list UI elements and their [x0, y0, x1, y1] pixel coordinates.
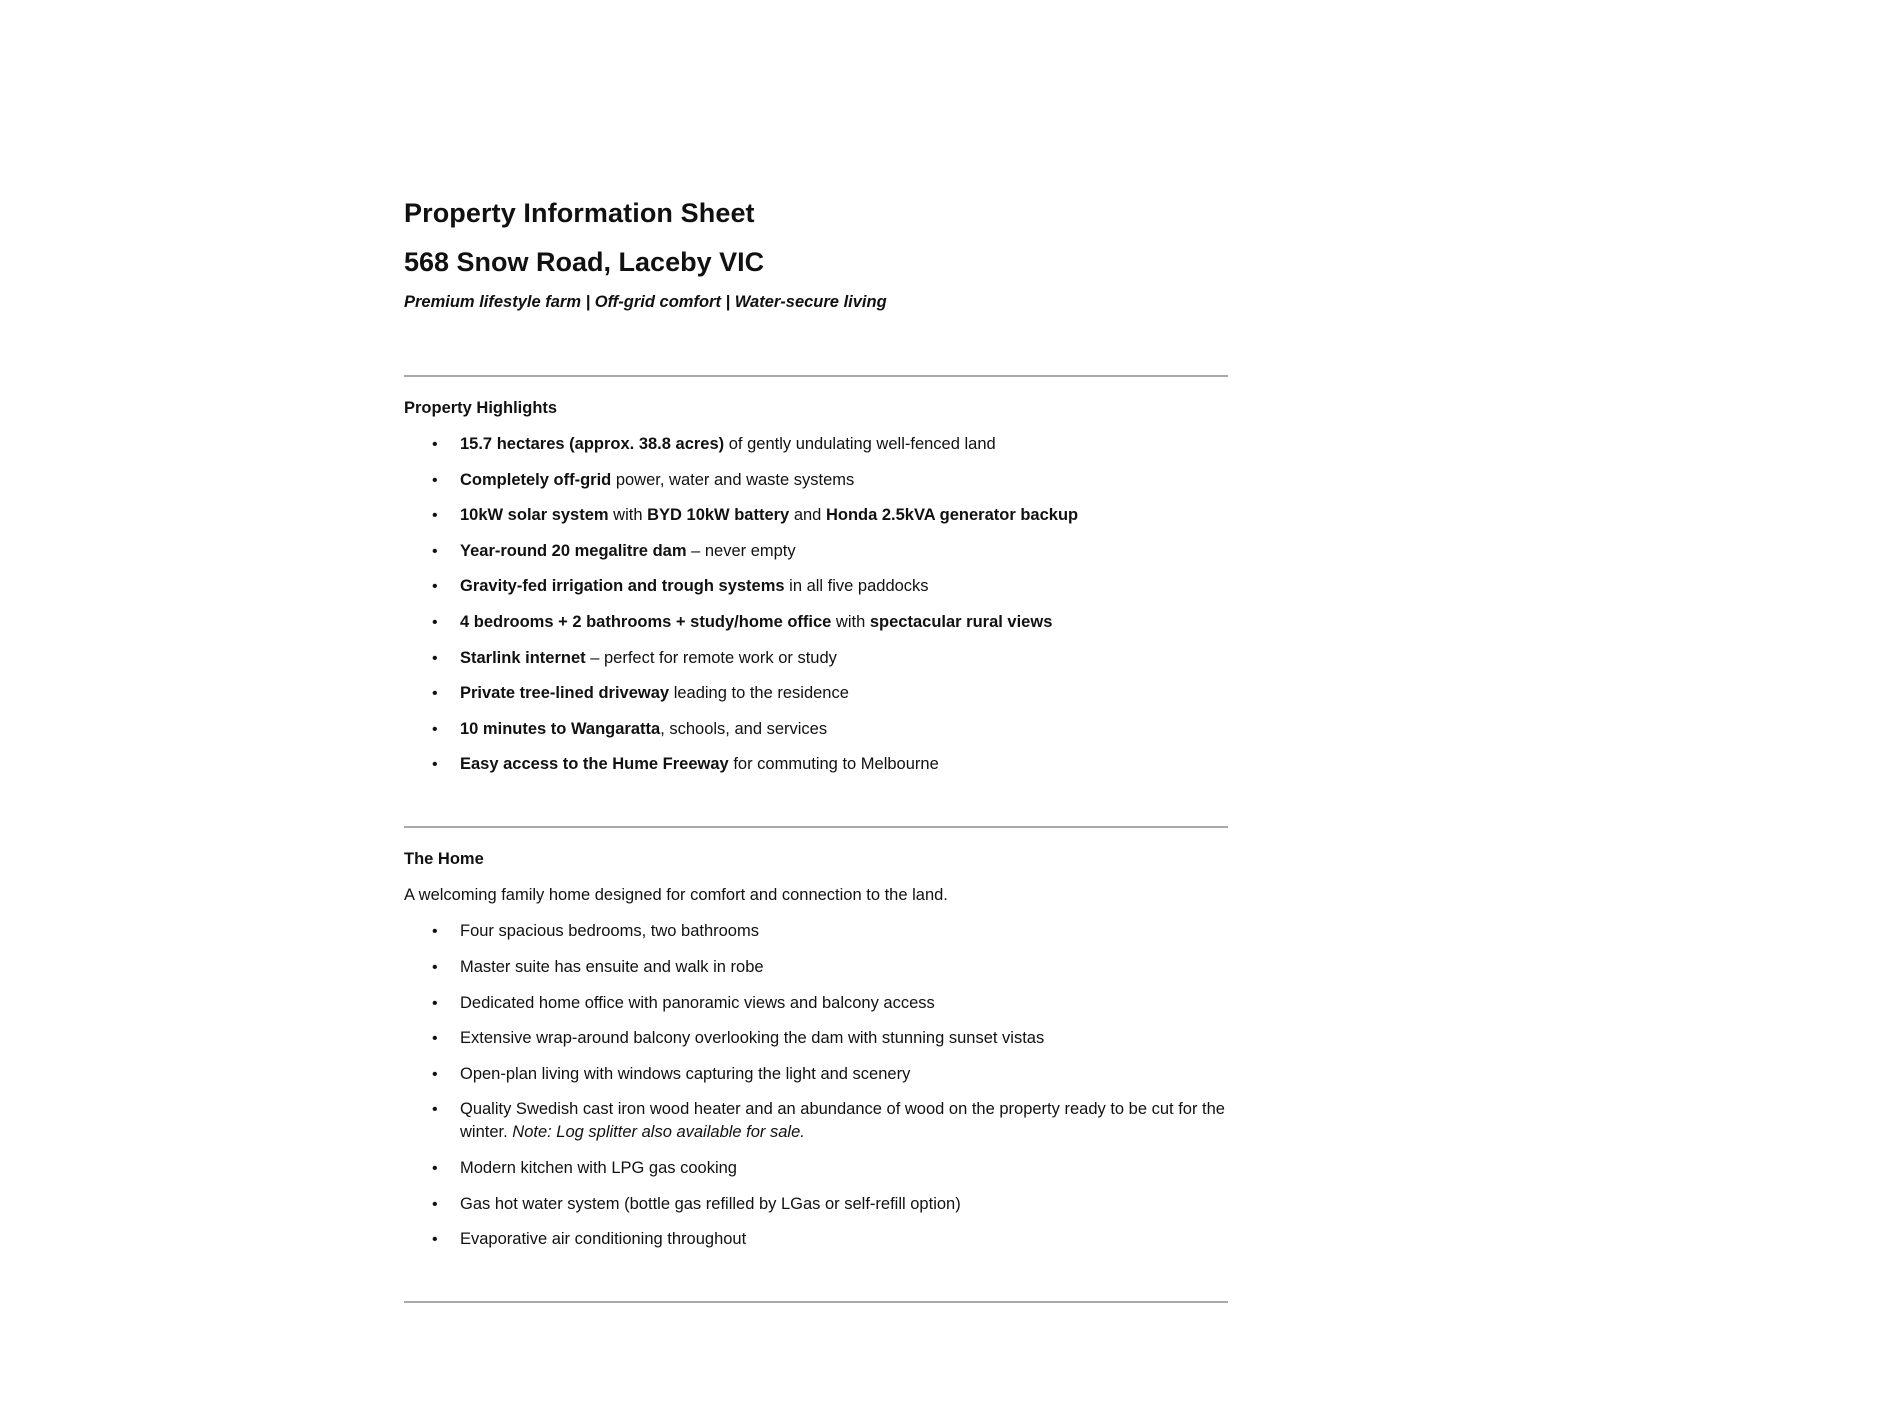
list-item: • Starlink internet – perfect for remote work or study	[404, 647, 1228, 670]
list-item: • Gravity-fed irrigation and trough systems in all five paddocks	[404, 575, 1228, 598]
list-item: • 4 bedrooms + 2 bathrooms + study/home office with spectacular rural views	[404, 611, 1228, 634]
section-divider	[404, 826, 1228, 828]
tagline: Premium lifestyle farm | Off-grid comfort | Water-secure living	[404, 293, 887, 311]
document-page	[404, 196, 1228, 1303]
home-section	[404, 848, 1228, 1251]
bullet-icon: •	[432, 1030, 438, 1048]
highlights-heading: Property Highlights	[404, 399, 558, 417]
bullet-icon: •	[432, 436, 438, 453]
bullet-icon: •	[432, 471, 438, 489]
list-item: • Gas hot water system (bottle gas refilled by LGas or self-refill option)	[404, 1193, 1228, 1216]
highlights-section	[404, 397, 1228, 776]
list-item: • 10 minutes to Wangaratta, schools, and services	[404, 718, 1228, 741]
bullet-icon: •	[432, 1231, 438, 1249]
bullet-icon: •	[432, 1101, 438, 1119]
bullet-icon: •	[432, 613, 438, 631]
section-divider	[404, 375, 1228, 377]
page-title: Property Information Sheet	[404, 198, 755, 228]
bullet-icon: •	[432, 507, 438, 525]
list-item: • Evaporative air conditioning throughout	[404, 1228, 1228, 1251]
bullet-icon: •	[432, 994, 438, 1012]
bullet-icon: •	[432, 1065, 438, 1083]
list-item: • Master suite has ensuite and walk in robe	[404, 956, 1228, 979]
bullet-icon: •	[432, 1195, 438, 1213]
bullet-icon: •	[432, 958, 438, 976]
list-item: • Completely off-grid power, water and waste systems	[404, 469, 1228, 492]
list-item: • 10kW solar system with BYD 10kW battery and Honda 2.5kVA generator backup	[404, 504, 1228, 527]
bullet-icon: •	[432, 578, 438, 596]
bullet-icon: •	[432, 720, 438, 738]
bullet-icon: •	[432, 542, 438, 560]
bullet-icon: •	[432, 685, 438, 703]
home-list	[404, 920, 1228, 1251]
list-item: • Private tree-lined driveway leading to the residence	[404, 682, 1228, 705]
bullet-icon: •	[432, 923, 438, 941]
bullet-icon: •	[432, 756, 438, 774]
list-item: • Extensive wrap-around balcony overlooking the dam with stunning sunset vistas	[404, 1027, 1228, 1050]
bullet-icon: •	[432, 1159, 438, 1177]
home-intro: A welcoming family home designed for comfort and connection to the land.	[404, 886, 948, 905]
list-item: • Modern kitchen with LPG gas cooking	[404, 1157, 1228, 1180]
property-address: 568 Snow Road, Laceby VIC	[404, 247, 765, 277]
list-item: • 15.7 hectares (approx. 38.8 acres) of gently undulating well-fenced land	[404, 433, 1228, 456]
highlights-list	[404, 433, 1228, 776]
list-item: • Year-round 20 megalitre dam – never empty	[404, 540, 1228, 563]
list-item: • Four spacious bedrooms, two bathrooms	[404, 920, 1228, 943]
list-item: • Open-plan living with windows capturing the light and scenery	[404, 1063, 1228, 1086]
list-item: • Dedicated home office with panoramic views and balcony access	[404, 992, 1228, 1015]
section-divider	[404, 1301, 1228, 1303]
list-item: • Quality Swedish cast iron wood heater and an abundance of wood on the property ready to be cut for the winter. Note: Log splitter also available for sale.	[432, 1100, 1225, 1142]
bullet-icon: •	[432, 649, 438, 667]
home-heading: The Home	[404, 850, 484, 869]
list-item: • Easy access to the Hume Freeway for commuting to Melbourne	[404, 753, 1228, 776]
